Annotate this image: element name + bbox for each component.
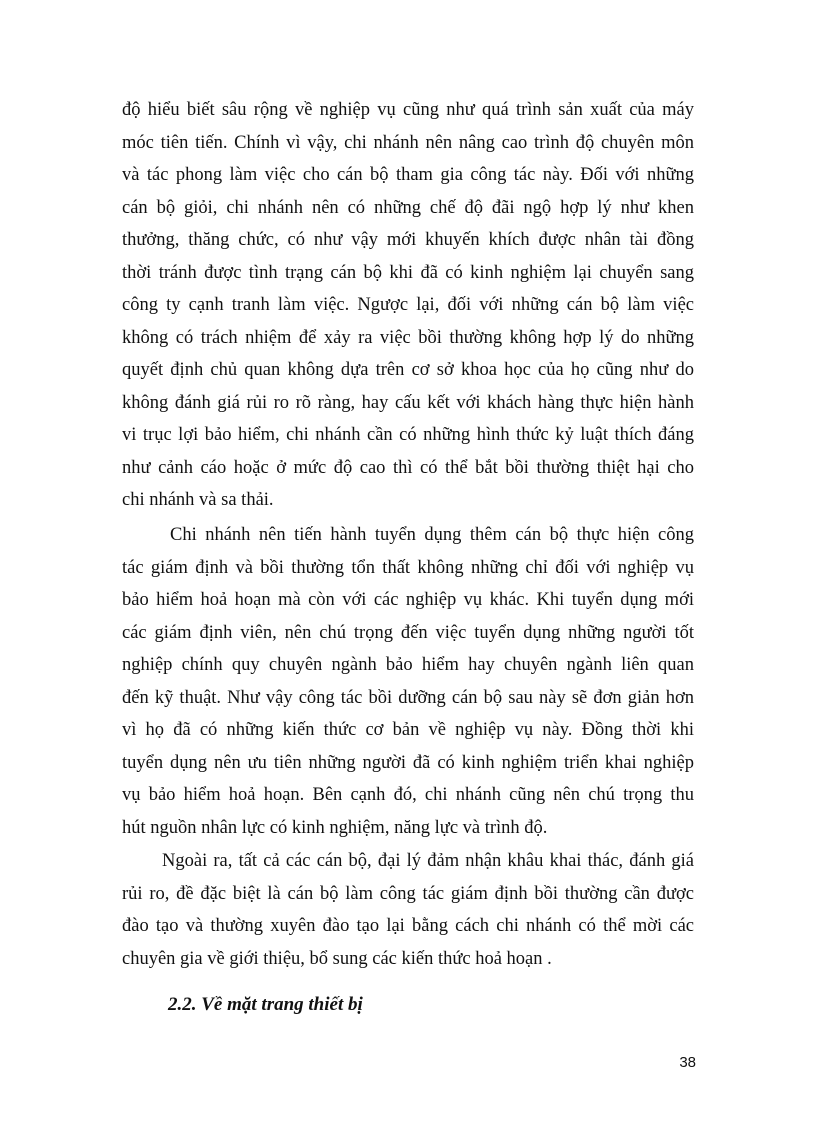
section-heading: 2.2. Về mặt trang thiết bị [168,994,363,1015]
text-line: thưởng, thăng chức, có như vậy mới khuyến khích được nhân tài đồng [122,230,694,250]
text-line: độ hiểu biết sâu rộng về nghiệp vụ cũng như quá trình sản xuất của máy [122,100,694,120]
text-line: các giám định viên, nên chú trọng đến việc tuyển dụng những người tốt [122,622,694,643]
page-number: 38 [679,1054,696,1071]
paragraph-3 [122,845,694,975]
text-line: chuyên gia về giới thiệu, bổ sung các kiến thức hoả hoạn . [122,948,552,969]
text-line: cán bộ giỏi, chi nhánh nên có những chế độ đãi ngộ hợp lý như khen [122,197,694,218]
text-line: và tác phong làm việc cho cán bộ tham gia công tác này. Đối với những [122,165,694,185]
paragraph-1 [122,94,694,517]
text-line: nghiệp chính quy chuyên ngành bảo hiểm hay chuyên ngành liên quan [122,655,694,675]
text-line: hút nguồn nhân lực có kinh nghiệm, năng lực và trình độ. [122,817,548,838]
text-line: rủi ro, đề đặc biệt là cán bộ làm công tác giám định bồi thường cần được [122,883,694,904]
text-line: tuyển dụng nên ưu tiên những người đã có kinh nghiệm triển khai nghiệp [122,752,694,773]
paragraph-2 [122,519,694,844]
text-line: không đánh giá rủi ro rõ ràng, hay cấu kết với khách hàng thực hiện hành [122,392,694,413]
text-line: đến kỹ thuật. Như vậy công tác bồi dưỡng cán bộ sau này sẽ đơn giản hơn [122,687,694,708]
text-line: Ngoài ra, tất cả các cán bộ, đại lý đảm nhận khâu khai thác, đánh giá [162,851,694,871]
text-line: vì họ đã có những kiến thức cơ bản về nghiệp vụ này. Đồng thời khi [122,720,694,740]
text-line: Chi nhánh nên tiến hành tuyển dụng thêm cán bộ thực hiện công [170,525,694,545]
text-line: quyết định chủ quan không dựa trên cơ sở khoa học của họ cũng như do [122,360,694,380]
text-line: như cảnh cáo hoặc ở mức độ cao thì có thể bắt bồi thường thiệt hại cho [122,457,694,478]
text-line: tác giám định và bồi thường tổn thất không những chỉ đối với nghiệp vụ [122,557,694,578]
text-line: vi trục lợi bảo hiểm, chi nhánh cần có những hình thức kỷ luật thích đáng [122,425,694,445]
text-line: chi nhánh và sa thải. [122,490,274,510]
text-line: công ty cạnh tranh làm việc. Ngược lại, đối với những cán bộ làm việc [122,295,694,315]
text-line: không có trách nhiệm để xảy ra việc bồi thường không hợp lý do những [122,327,694,348]
text-line: vụ bảo hiểm hoả hoạn. Bên cạnh đó, chi nhánh cũng nên chú trọng thu [122,785,694,805]
text-line: móc tiên tiến. Chính vì vậy, chi nhánh nên nâng cao trình độ chuyên môn [122,132,694,153]
text-line: đào tạo và thường xuyên đào tạo lại bằng cách chi nhánh có thể mời các [122,916,694,936]
text-line: thời tránh được tình trạng cán bộ khi đã có kinh nghiệm lại chuyển sang [122,262,694,283]
text-line: bảo hiểm hoả hoạn mà còn với các nghiệp vụ khác. Khi tuyển dụng mới [122,590,694,610]
